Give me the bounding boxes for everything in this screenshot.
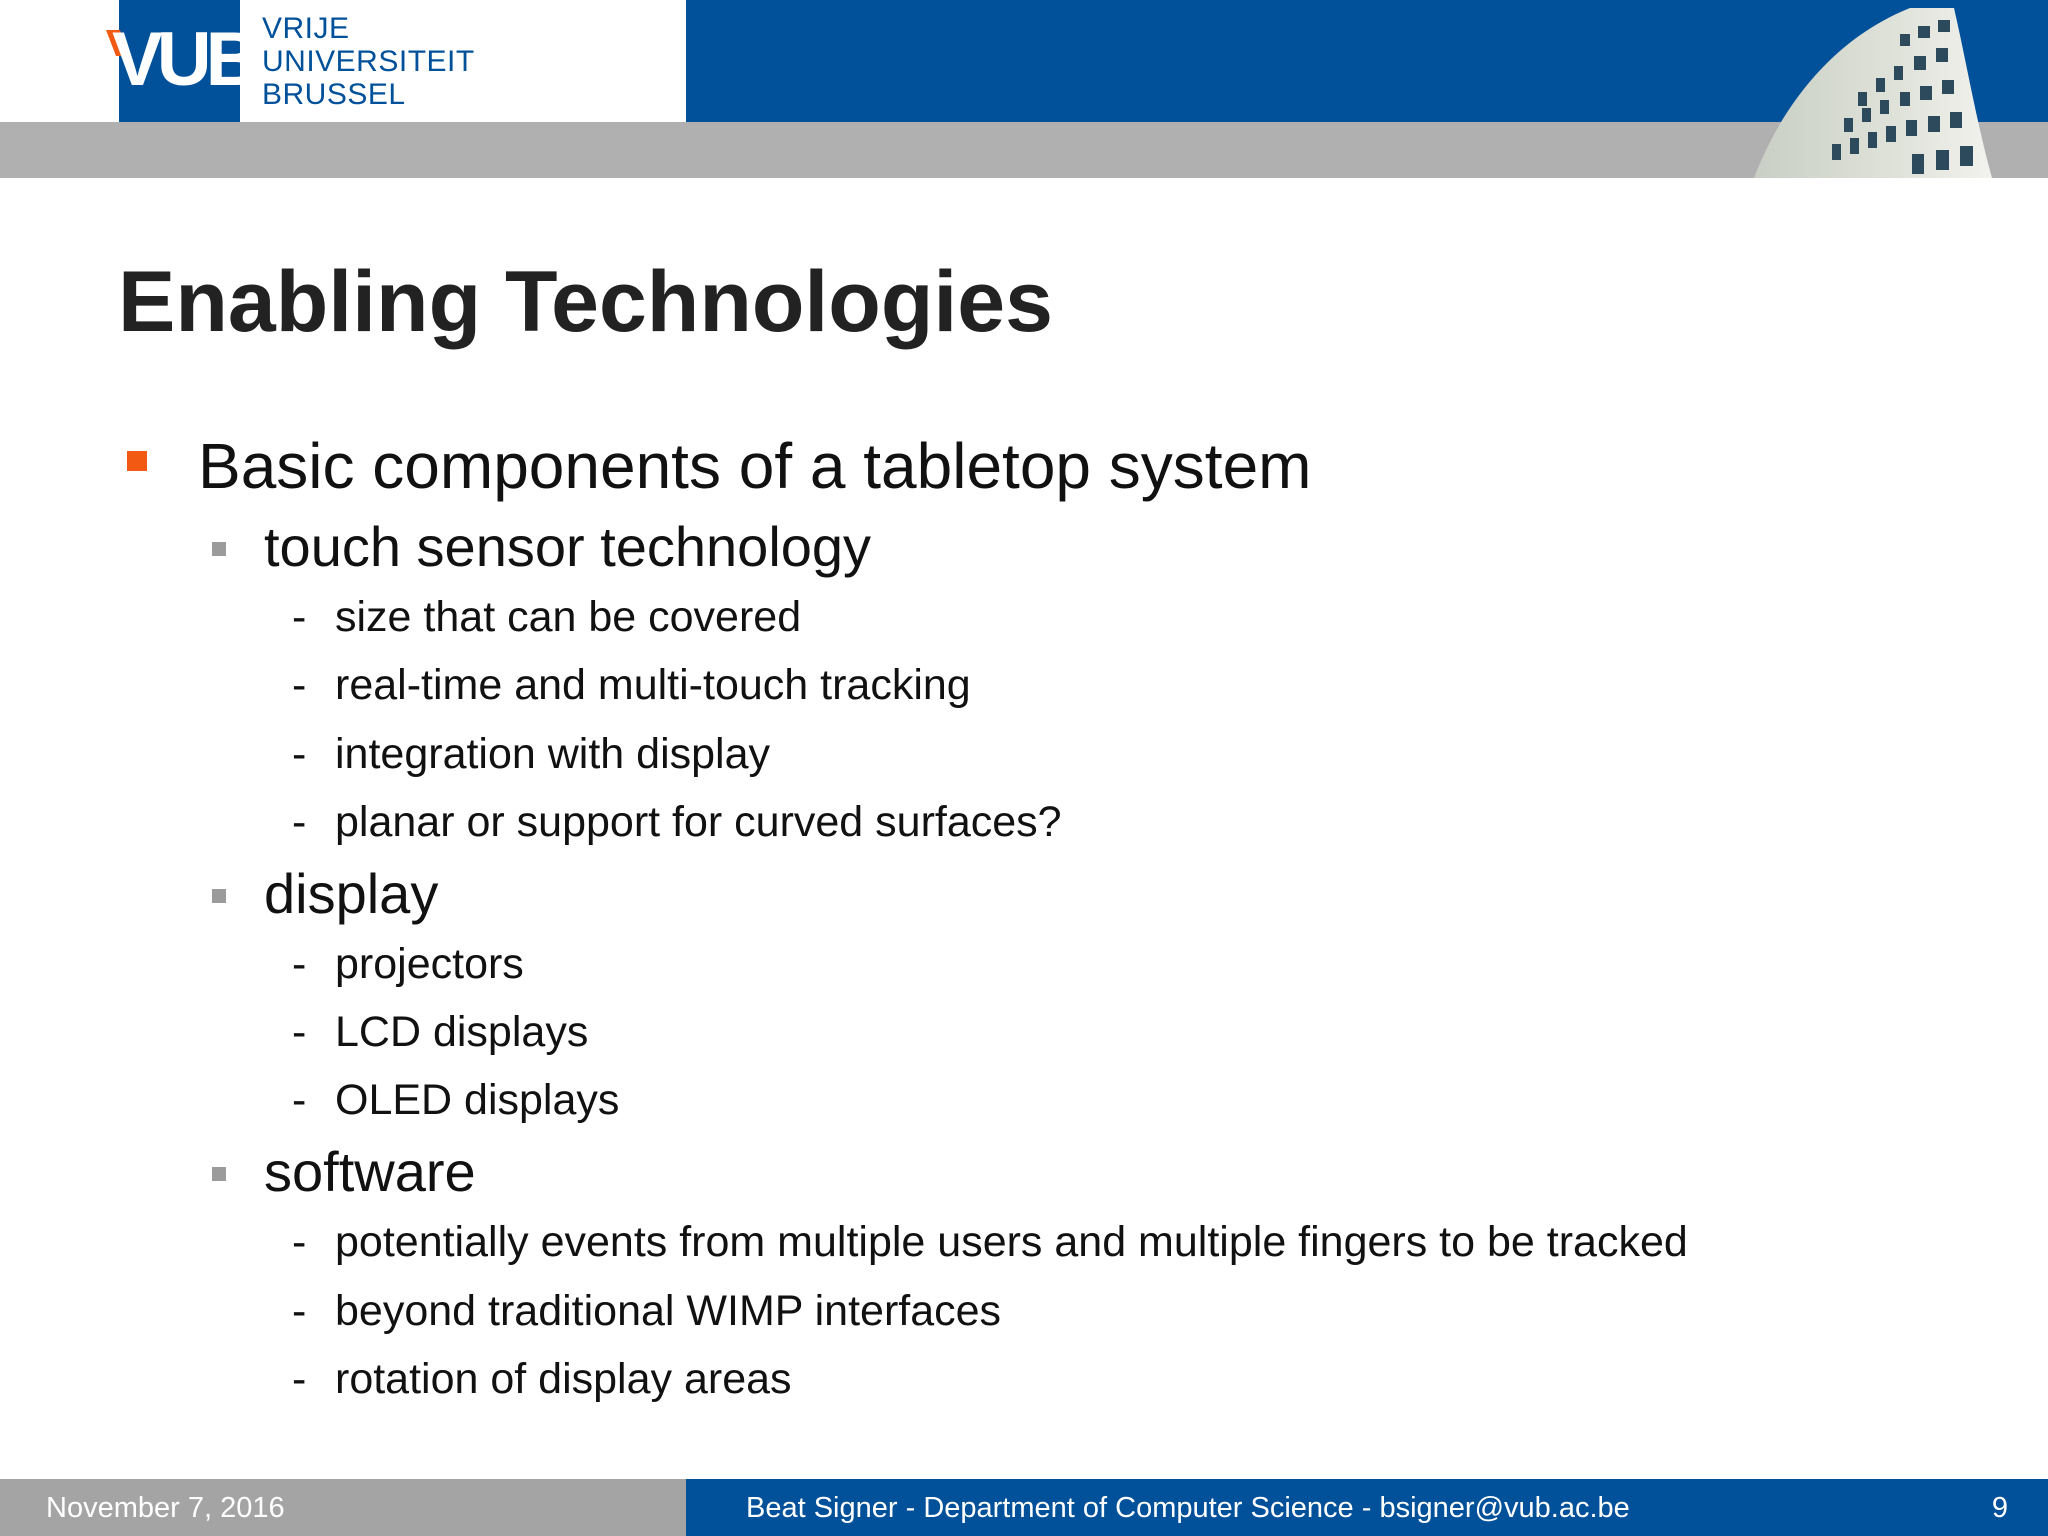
university-name-line: UNIVERSITEIT [262,45,475,78]
list-item: projectors [335,940,524,988]
dash-bullet: - [292,1287,307,1335]
list-item: integration with display [335,730,771,778]
level2-bullet-icon [212,542,226,556]
dash-bullet: - [292,1355,307,1403]
section-label: touch sensor technology [264,515,872,578]
level1-bullet-icon [127,451,147,471]
list-item: potentially events from multiple users and multiple fingers to be tracked [335,1218,1688,1266]
vub-logo-mark: VUB [112,17,255,102]
dash-bullet: - [292,1076,307,1124]
slide-title: Enabling Technologies [118,254,1053,350]
dash-bullet: - [292,730,307,778]
building-photo-image [1740,0,2000,178]
university-name-line: BRUSSEL [262,78,406,111]
dash-bullet: - [292,593,307,641]
list-item: beyond traditional WIMP interfaces [335,1287,1002,1335]
list-item: planar or support for curved surfaces? [335,798,1062,846]
dash-bullet: - [292,1218,307,1266]
university-name [262,12,475,111]
level2-bullet-icon [212,889,226,903]
list-item: rotation of display areas [335,1355,792,1403]
footer-author-line: Beat Signer - Department of Computer Science - bsigner@vub.ac.be [746,1492,1630,1524]
university-name-line: VRIJE [262,12,350,45]
section-label: software [264,1140,476,1203]
list-item: LCD displays [335,1008,589,1056]
dash-bullet: - [292,940,307,988]
dash-bullet: - [292,798,307,846]
main-point: Basic components of a tabletop system [198,430,1312,502]
page-number: 9 [1991,1492,2008,1524]
level2-bullet-icon [212,1167,226,1181]
footer-date: November 7, 2016 [46,1492,285,1524]
list-item: OLED displays [335,1076,620,1124]
section-label: display [264,862,439,925]
dash-bullet: - [292,661,307,709]
list-item: real-time and multi-touch tracking [335,661,971,709]
list-item: size that can be covered [335,593,802,641]
dash-bullet: - [292,1008,307,1056]
